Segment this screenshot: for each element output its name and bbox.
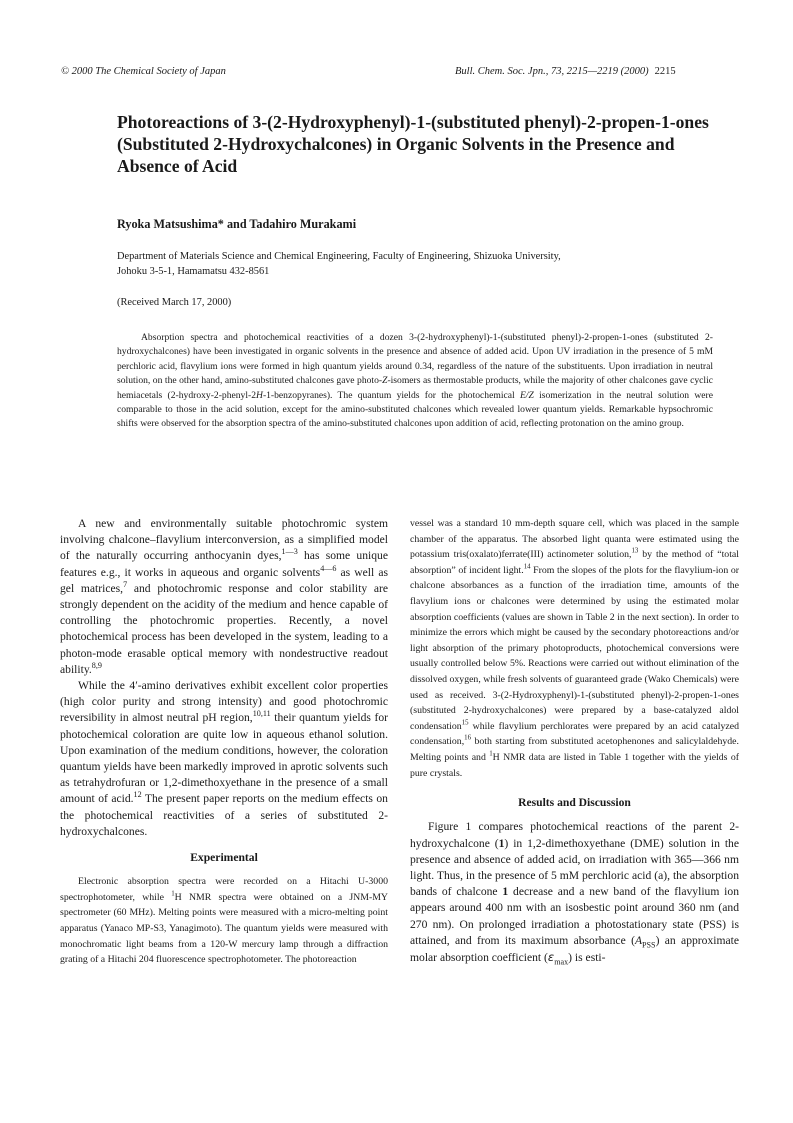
reference-marker: 12 xyxy=(133,790,142,800)
reference-marker: 15 xyxy=(461,719,469,727)
symbol-epsilon: ε xyxy=(547,949,555,964)
reference-marker: 16 xyxy=(464,735,472,743)
reference-marker: 1—3 xyxy=(281,547,298,557)
section-heading-results: Results and Discussion xyxy=(518,796,631,810)
reference-marker: 7 xyxy=(123,579,128,589)
symbol-absorbance: A xyxy=(634,933,643,947)
left-column xyxy=(60,516,388,968)
abstract-text: -1-benzopyranes). The quantum yields for the photochemical xyxy=(262,389,520,401)
copyright-line: © 2000 The Chemical Society of Japan xyxy=(61,66,226,77)
page-number: 2215 xyxy=(654,66,676,77)
reference-marker: 4—6 xyxy=(320,563,337,573)
abstract-italic: H xyxy=(256,389,263,401)
results-paragraph: Figure 1 compares photochemical reactions of the parent 2-hydroxychalcone (1) in 1,2-dimethoxyethane (DME) solution in the presence and absence of added acid, on irradiation with 365—366 nm light. Thus, in the presence of 5 mM perchloric acid (a), the absorption bands of chalcone 1 decrease and a new band of the flavylium ion appears around 400 nm with an isosbestic point around 360 nm (and 270 nm). On prolonged irradiation a photostationary state (PSS) is attained, and from its maximum absorbance $(A_{PSS})$ an approximate molar absorption coefficient $(\varepsilon_{max})$ is esti- xyxy=(410,820,740,967)
affiliation-line-1: Department of Materials Science and Chemical Engineering, Faculty of Engineering, Shizuoka University, xyxy=(117,251,561,262)
compound-number: 1 xyxy=(502,885,509,899)
reference-marker: 8,9 xyxy=(91,660,102,670)
compound-number: 1 xyxy=(498,836,505,850)
experimental-paragraph-continued: vessel was a standard 10 mm-depth square cell, which was placed in the sample chamber of the apparatus. The absorbed light quanta were estimated using the potassium tris(oxalato)ferrate(III) actinometer solution,$^{13}$ by the method of “total absorption” of incident light.$^{14}$ From the slopes of the plots for the flavylium-ion or chalcone absorbances as a function of the irradiation time, amounts of the flavylium ions or chalcones were determined by using the estimated molar absorption coefficients (values are shown in Table 2 in the next section). In order to minimize the errors which might be caused by the secondary photoreactions and/or light absorption of the primary photoproducts, photochemical conversions were usually controlled below 5%. Reactions were carried out without elimination of the dissolved oxygen, while fresh solvents of guaranteed grade (Wako Chemicals) were used as received. 3-(2-Hydroxyphenyl)-1-(substituted phenyl)-2-propen-1-ones (substituted 2-hydroxychalcones) were prepared by a base-catalyzed aldol condensation$^{15}$ while flavylium perchlorates were prepared by an acid catalyzed condensation,$^{16}$ both starting from substituted acetophenones and salicylaldehyde. Melting points and $^1$H NMR data are listed in Table 1 together with the yields of pure crystals. xyxy=(410,518,740,779)
affiliation xyxy=(117,249,677,279)
symbol-subscript: PSS xyxy=(642,940,656,950)
intro-paragraph-2: While the 4′-amino derivatives exhibit excellent color properties (high color purity and strong intensity) and good photochromic reversibility in almost neutral pH region,$^{10,11}$ their quantum yields for photochemical coloration are quite low in aqueous ethanol solution. Upon examination of the medium conditions, however, the coloration quantum yields have been markedly improved in aprotic solvents such as tetrahydrofuran or 1,2-dimethoxyethane in the presence of a small amount of acid.$^{12}$ The present paper reports on the medium effects on the photochemical reactivities of a series of substituted 2-hydroxychalcones. xyxy=(60,679,389,838)
reference-marker: 1 xyxy=(489,750,493,758)
affiliation-line-2: Johoku 3-5-1, Hamamatsu 432-8561 xyxy=(117,266,270,277)
reference-marker: 1 xyxy=(171,890,175,898)
author-list: Ryoka Matsushima* and Tadahiro Murakami xyxy=(117,217,357,231)
symbol-subscript: max xyxy=(554,957,569,967)
section-heading-experimental: Experimental xyxy=(190,851,258,865)
journal-citation: Bull. Chem. Soc. Jpn., 73, 2215—2219 (2000) xyxy=(455,66,649,77)
abstract-italic: E/Z xyxy=(519,389,534,401)
abstract xyxy=(117,331,713,432)
reference-marker: 14 xyxy=(523,563,531,571)
received-date: (Received March 17, 2000) xyxy=(117,297,232,308)
abstract-italic: Z xyxy=(382,375,388,387)
abstract-text: Absorption spectra and photochemical reactivities of a dozen 3-(2-hydroxyphenyl)-1-(substituted phenyl)-2-propen-1-ones (substituted 2-hydroxychalcones) have been investigated in organic solvents in the presence and absence of added acid. Upon UV irradiation in the presence of 5 mM perchloric acid, flavylium ions were formed in high quantum yields around 0.34, regardless of the nature of the substituents. Upon irradiation in neutral solution, on the other hand, amino-substituted chalcones gave photo- xyxy=(117,332,713,387)
experimental-paragraph: Electronic absorption spectra were recorded on a Hitachi U-3000 spectrophotometer, while $^1$H NMR spectra were obtained on a JNM-MY spectrometer (60 MHz). Melting points were measured with a micro-melting point apparatus (Yanaco MP-S3, Yanagimoto). The quantum yields were measured with monochromatic light beams from a 120-W mercury lamp through a diffraction grating of a Hitachi 204 fluorescence spectrophotometer. The photoreaction xyxy=(60,876,388,966)
article-title: Photoreactions of 3-(2-Hydroxyphenyl)-1-(substituted phenyl)-2-propen-1-ones (Substituted 2-Hydroxychalcones) in Organic Solvents in the Presence and Absence of Acid xyxy=(117,112,709,176)
intro-paragraph-1: A new and environmentally suitable photochromic system involving chalcone–flavylium interconversion, as a simplified model of the naturally occurring anthocyanin dyes,$^{1—3}$ has some unique features e.g., it works in aqueous and organic solvents$^{4—6}$ as well as gel matrices,$^7$ and photochromic response and color stability are strongly dependent on the acidity of the medium and hence capable of controlling the photochromic properties. Recently, a novel photochemical process has been developed in the system, leading to a photon-mode erasable optical memory with nondestructive readout ability.$^{8,9}$ xyxy=(60,517,388,676)
reference-marker: 13 xyxy=(631,547,639,555)
abstract-paragraph xyxy=(117,331,713,432)
citation-line xyxy=(455,66,734,77)
abstract-text: isomerization in the neutral solution were comparable to those in the acid solution, except for the amino-substituted chalcones which revealed lower quantum yields. Remarkable hypsochromic shifts were observed for the absorption spectra of the amino-substituted chalcones upon addition of acid, reflecting protonation on the amino group. xyxy=(117,389,713,430)
reference-marker: 10,11 xyxy=(252,709,271,719)
right-column xyxy=(410,516,739,966)
abstract-text: -isomers as thermostable products, while the majority of other chalcones gave cyclic hemiacetals (2-hydroxy-2-phenyl-2 xyxy=(117,375,713,401)
